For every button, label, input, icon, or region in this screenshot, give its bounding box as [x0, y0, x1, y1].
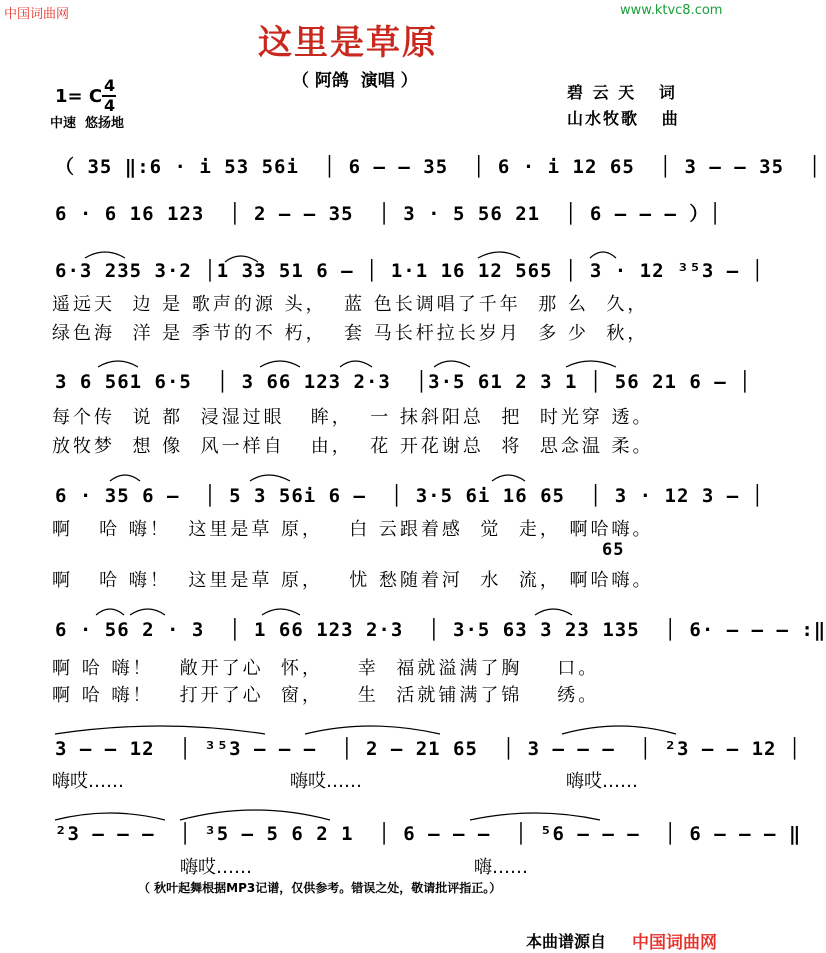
- score-row-4: 3 6 561 6·5 │ 3 66 123 2·3 │3·5 61 2 3 1 │ 56 21 6 – │: [55, 371, 752, 393]
- key-signature: 1= C: [55, 86, 103, 107]
- lyrics-row-4-verse-2: 放牧梦 想 像 风一样自 由， 花 开花谢总 将 思念温 柔。: [52, 436, 654, 457]
- lyrics-row-5-verse-2: 啊 哈 嗨！ 这里是草 原， 忧 愁随着河 水 流， 啊哈嗨。: [52, 570, 654, 591]
- slur: [590, 252, 616, 258]
- score-row-7: 3 – – 12 │ ³⁵3 – – – │ 2 – 21 65 │ 3 – – – │ ²3 – – 12 │: [55, 738, 802, 760]
- slur: [250, 475, 290, 481]
- slur: [492, 475, 525, 481]
- source-site: 中国词曲网: [632, 933, 717, 953]
- slur: [85, 252, 125, 258]
- slur: [340, 361, 372, 367]
- slur: [562, 726, 676, 734]
- score-row-6: 6 · 56 2 · 3 │ 1 66 123 2·3 │ 3·5 63 3 23 135 │ 6· – – – :‖: [55, 619, 826, 641]
- slur: [262, 609, 300, 615]
- slur: [55, 726, 265, 734]
- time-signature-numerator: 4: [104, 76, 116, 95]
- lyrics-row-8-b: 嗨……: [474, 857, 528, 878]
- time-signature-denominator: 4: [104, 96, 116, 115]
- lyrics-row-6-verse-2: 啊 哈 嗨！ 打开了心 窗， 生 活就铺满了锦 绣。: [52, 685, 600, 706]
- score-row-5: 6 · 35 6 – │ 5 3 56i 6 – │ 3·5 6i 16 65 │ 3 · 12 3 – │: [55, 485, 765, 507]
- slur: [470, 813, 600, 820]
- slur: [535, 609, 572, 615]
- lyrics-row-3-verse-2: 绿色海 洋 是 季节的不 朽， 套 马长杆拉长岁月 多 少 秋，: [52, 323, 649, 344]
- lyrics-row-6-verse-1: 啊 哈 嗨！ 敞开了心 怀， 幸 福就溢满了胸 口。: [52, 658, 600, 679]
- lyrics-row-3-verse-1: 遥远天 边 是 歌声的源 头， 蓝 色长调唱了千年 那 么 久，: [52, 294, 649, 315]
- page-title: 这里是草原: [258, 23, 438, 63]
- transcription-note: （ 秋叶起舞根据MP3记谱，仅供参考。错误之处，敬请批评指正。）: [138, 881, 502, 895]
- lyrics-row-7-a: 嗨哎……: [52, 771, 124, 792]
- lyrics-row-7-c: 嗨哎……: [566, 771, 638, 792]
- score-row-2: 6 · 6 16 123 │ 2 – – 35 │ 3 · 5 56 21 │ 6 – – – ）│: [55, 203, 722, 225]
- watermark-left: 中国词曲网: [4, 7, 70, 22]
- score-row-1: （ 35 ‖:6 · i 53 56i │ 6 – – 35 │ 6 · i 12 65 │ 3 – – 35 │: [55, 156, 822, 178]
- slur: [434, 361, 470, 367]
- slur: [305, 726, 440, 734]
- tempo-marking: 中速 悠扬地: [50, 116, 125, 131]
- score-row-8: ²3 – – – │ ³5 – 5 6 2 1 │ 6 – – – │ ⁵6 – – – │ 6 – – – ‖: [55, 823, 802, 845]
- lyrics-row-7-b: 嗨哎……: [290, 771, 362, 792]
- slur: [130, 609, 165, 615]
- slur: [566, 361, 616, 367]
- slur: [110, 475, 140, 481]
- slur: [180, 810, 330, 820]
- score-row-3: 6·3 235 3·2 │1 33 51 6 – │ 1·1 16 12 565 │ 3 · 12 ³⁵3 – │: [55, 260, 765, 282]
- lyricist-credit: 碧 云 天 词: [567, 83, 677, 102]
- slur: [55, 813, 165, 820]
- slur: [96, 609, 124, 615]
- lyrics-row-8-a: 嗨哎……: [180, 857, 252, 878]
- slur: [260, 361, 300, 367]
- lyrics-row-4-verse-1: 每个传 说 都 浸湿过眼 眸， 一 抹斜阳总 把 时光穿 透。: [52, 407, 654, 428]
- singer-credit: （ 阿鸽 演唱 ）: [292, 71, 418, 91]
- lyrics-row-5-verse-1: 啊 哈 嗨！ 这里是草 原， 白 云跟着感 觉 走， 啊哈嗨。: [52, 519, 654, 540]
- source-label: 本曲谱源自: [526, 932, 607, 951]
- slur: [478, 252, 520, 258]
- composer-credit: 山水牧歌 曲: [567, 109, 680, 128]
- watermark-right: www.ktvc8.com: [620, 3, 723, 18]
- slur: [98, 361, 138, 367]
- alternate-notes: 65: [602, 540, 625, 560]
